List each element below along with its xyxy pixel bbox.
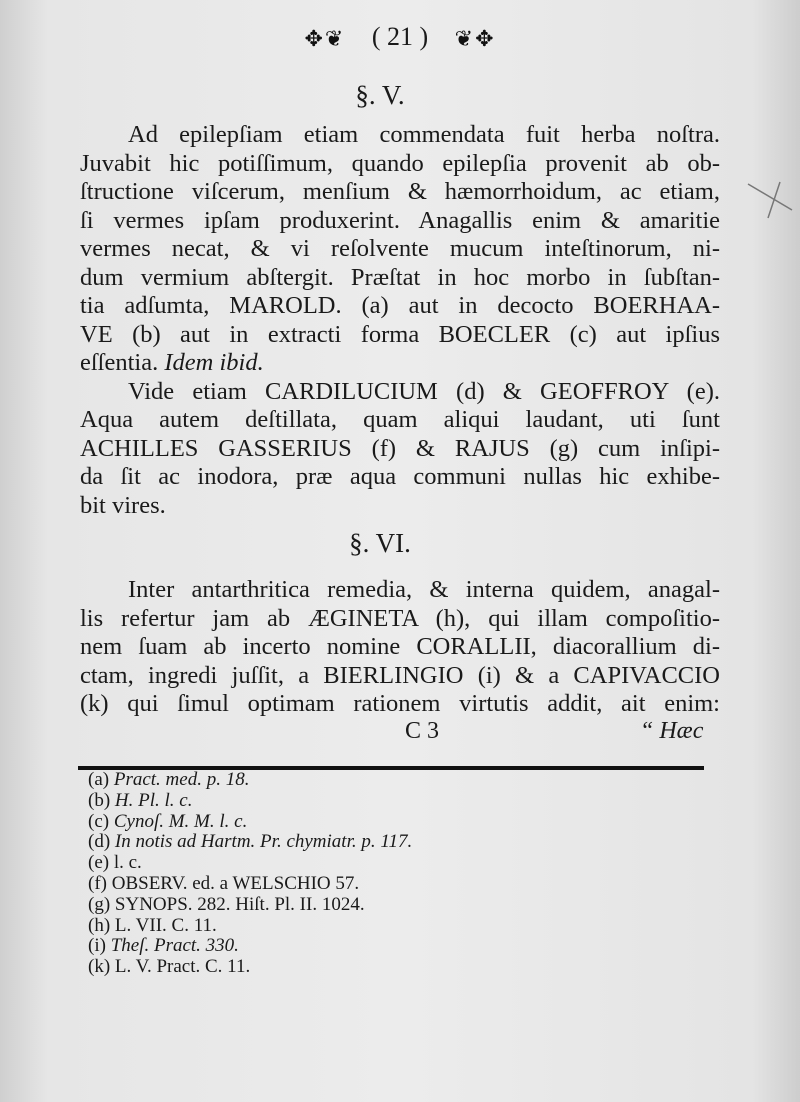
footnote-mark: (c) xyxy=(88,810,110,832)
footnote xyxy=(88,895,648,916)
footnote xyxy=(88,832,648,853)
footnote-ref: In notis ad Hartm. Pr. chymiatr. p. 117. xyxy=(114,831,413,853)
text-line: Aqua autem deſtillata, quam aliqui laudant, uti ſunt xyxy=(80,406,720,433)
footnote-ref: Cynoſ. M. M. l. c. xyxy=(113,810,248,832)
footnote-mark: (a) xyxy=(88,769,110,790)
footnotes xyxy=(88,770,648,978)
text-line: Ad epilepſiam etiam commendata fuit herba noſtra. xyxy=(128,121,720,148)
footnote-ref: Theſ. Pract. 330. xyxy=(110,935,239,957)
footnote-mark: (g) xyxy=(88,893,111,915)
footnote-mark: (b) xyxy=(88,789,111,811)
footnote xyxy=(88,916,648,937)
text-line: da ſit ac inodora, præ aqua communi nullas hic exhibe- xyxy=(80,463,720,490)
footnote-mark: (h) xyxy=(88,914,111,936)
text-line: ſtructione viſcerum, menſium & hæmorrhoidum, ac etiam, xyxy=(80,178,720,205)
section-v-body xyxy=(80,121,720,520)
text-line: VE (b) aut in extracti forma BOECLER (c) aut ipſius xyxy=(80,320,720,348)
text-line: ctam, ingredi juſſit, a BIERLINGIO (i) & a CAPIVACCIO xyxy=(80,661,720,689)
footnote xyxy=(88,791,648,812)
footnote xyxy=(88,936,648,957)
text-line: nem ſuam ab incerto nomine CORALLII, diacorallium di- xyxy=(80,633,720,660)
footnote xyxy=(88,874,648,895)
footnote-ref: Pract. med. p. 18. xyxy=(113,769,250,790)
footnote-ref: SYNOPS. 282. Hiſt. Pl. II. 1024. xyxy=(114,893,365,915)
footnote xyxy=(88,812,648,833)
text-line: (k) qui ſimul optimam rationem virtutis addit, ait enim: xyxy=(80,690,720,717)
page-number: ( 21 ) xyxy=(371,22,429,51)
footnote xyxy=(88,957,648,978)
text-fragment: eſſentia. xyxy=(80,349,159,376)
footnote-ref: OBSERV. ed. a WELSCHIO 57. xyxy=(111,872,360,894)
pencil-cross-mark xyxy=(740,180,800,220)
signature-mark: C 3 xyxy=(405,718,440,744)
text-line: bit vires. xyxy=(80,491,166,519)
text-line: lis refertur jam ab ÆGINETA (h), qui illam compoſitio- xyxy=(80,604,720,632)
italic-fragment: Idem ibid. xyxy=(164,349,264,376)
footnote-ref: L. VII. C. 11. xyxy=(114,914,217,936)
footnote-mark: (d) xyxy=(88,831,111,853)
text-line: Juvabit hic potiſſimum, quando epilepſia provenit ab ob- xyxy=(80,149,720,177)
section-heading-v: §. V. xyxy=(355,80,405,110)
section-heading-vi: §. VI. xyxy=(349,528,411,558)
footnote-mark: (e) xyxy=(88,852,110,874)
text-line: dum vermium abſtergit. Præſtat in hoc morbo in ſubſtan- xyxy=(80,263,720,291)
text-line xyxy=(80,349,720,378)
text-line: ſi vermes ipſam produxerint. Anagallis enim & amaritie xyxy=(80,206,720,234)
footnote-ref: H. Pl. l. c. xyxy=(114,789,193,811)
footnote xyxy=(88,770,648,791)
footnote-mark: (k) xyxy=(88,956,111,978)
left-ornament: ✥❦ xyxy=(304,26,346,52)
text-line: ACHILLES GASSERIUS (f) & RAJUS (g) cum inſipi- xyxy=(80,434,720,462)
footnote-ref: L. V. Pract. C. 11. xyxy=(114,956,251,978)
footnote xyxy=(88,853,648,874)
right-ornament: ❦✥ xyxy=(454,26,496,52)
running-header xyxy=(0,22,800,52)
section-vi-body xyxy=(80,576,720,719)
footnote-mark: (f) xyxy=(88,872,107,894)
catchword: “ Hæc xyxy=(640,718,704,744)
text-line: tia adſumta, MAROLD. (a) aut in decocto BOERHAA- xyxy=(80,292,720,319)
footnote-mark: (i) xyxy=(88,935,106,957)
text-line: vermes necat, & vi reſolvente mucum inteſtinorum, ni- xyxy=(80,235,720,262)
text-line: Inter antarthritica remedia, & interna quidem, anagal- xyxy=(128,576,720,603)
footnote-ref: l. c. xyxy=(113,852,142,874)
text-line: Vide etiam CARDILUCIUM (d) & GEOFFROY (e). xyxy=(128,377,720,405)
